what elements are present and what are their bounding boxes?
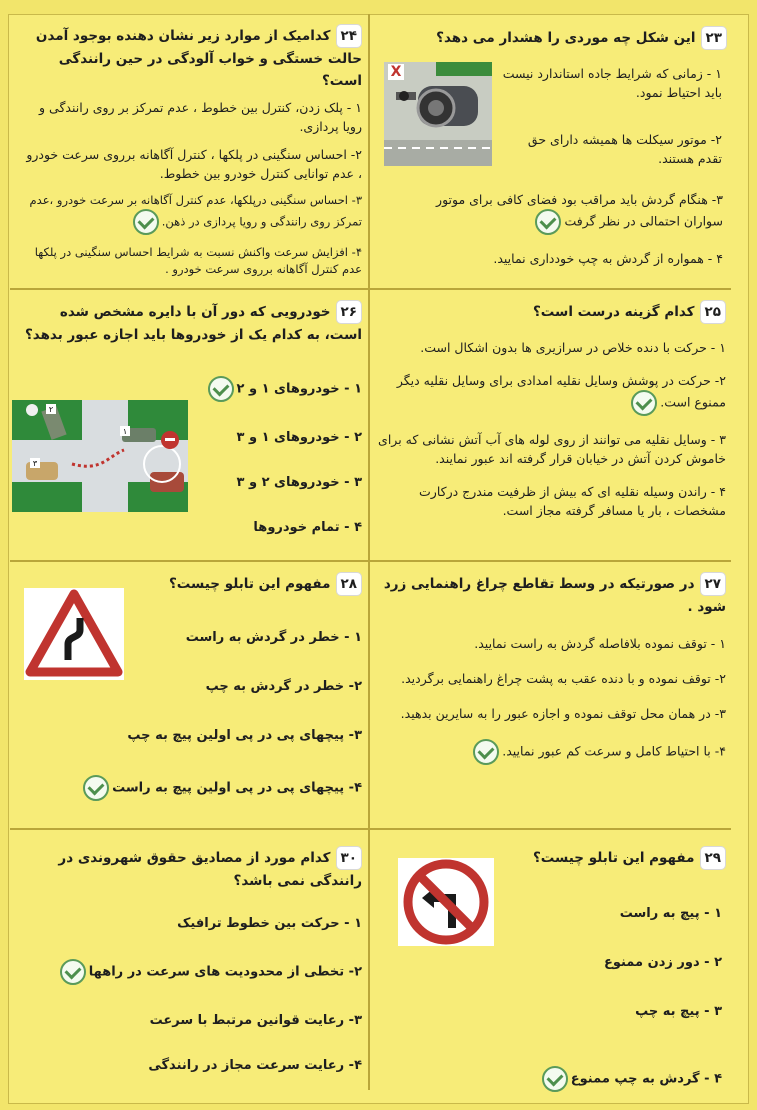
option: ۱ - حرکت بین خطوط ترافیک <box>177 916 362 931</box>
question-25-title: ۲۵کدام گزینه درست است؟ <box>376 300 726 324</box>
option-correct: ۲- حرکت در پوشش وسایل نقلیه امدادی برای وسایل نقلیه دیگر ممنوع است. <box>376 371 726 416</box>
option-correct: ۴- با احتیاط کامل و سرعت کم عبور نمایید. <box>376 739 726 765</box>
option: ۲- موتور سیکلت ها همیشه دارای حق تقدم هستند. <box>527 132 722 166</box>
option: ۳- در همان محل توقف نموده و اجازه عبور را به سایرین بدهید. <box>400 706 726 721</box>
option: ۱ - پیچ به راست <box>619 906 722 921</box>
question-28-options <box>60 628 362 827</box>
question-30-block <box>20 846 362 1075</box>
question-26-options <box>190 376 362 563</box>
option-correct: ۳- احساس سنگینی درپلکها، عدم کنترل آگاهانه بر سرعت خودرو ،عدم تمرکز روی رانندگی و رویا پردازی در ذهن. <box>20 192 362 235</box>
car-label: ۳ <box>32 459 38 468</box>
option: ۱ - زمانی که شرایط جاده استاندارد نیست باید احتیاط نمود. <box>502 66 722 100</box>
question-23-options-top <box>500 64 722 196</box>
option-correct: ۱ - خودروهای ۱ و ۲ <box>190 376 362 402</box>
question-26-block <box>20 300 362 362</box>
question-number: ۲۸ <box>336 572 362 596</box>
car-label: ۲ <box>48 405 54 414</box>
question-23-block <box>375 26 727 56</box>
option: ۴ - راندن وسیله نقلیه ای که بیش از ظرفیت مندرج درکارت مشخصات ، بار یا مسافر گرفته مجاز است. <box>419 484 726 518</box>
option: ۴ - همواره از گردش به چپ خودداری نمایید. <box>493 251 723 266</box>
option: ۴- افزایش سرعت واکنش نسبت به شرایط احساس سنگینی در پلکها عدم کنترل آگاهانه برروی سرعت خودرو . <box>34 245 362 276</box>
option: ۳- پیچهای پی در پی اولین پیچ به چپ <box>127 728 362 743</box>
option: ۳ - پیچ به چپ <box>635 1004 722 1019</box>
column-divider <box>368 14 370 1090</box>
question-number: ۲۵ <box>700 300 726 324</box>
row-divider <box>10 560 731 562</box>
option: ۱ - پلک زدن، کنترل بین خطوط ، عدم تمرکز بر روی رانندگی و رویا پردازی. <box>39 100 362 134</box>
question-23-title: ۲۳این شکل چه موردی را هشدار می دهد؟ <box>375 26 727 50</box>
option-correct: ۴ - گردش به چپ ممنوع <box>500 1066 722 1092</box>
checkmark-icon <box>133 209 159 235</box>
row-divider <box>10 828 731 830</box>
option: ۲- احساس سنگینی در پلکها ، کنترل آگاهانه برروی سرعت خودرو ، عدم توانایی کنترل خودرو بین خطوط. <box>26 147 362 181</box>
question-number: ۲۹ <box>700 846 726 870</box>
checkmark-icon <box>542 1066 568 1092</box>
question-23-options-bottom <box>405 190 723 277</box>
question-27-block <box>376 572 726 774</box>
option: ۲ - خودروهای ۱ و ۳ <box>236 430 362 445</box>
option-correct: ۲- تخطی از محدودیت های سرعت در راهها <box>20 959 362 985</box>
checkmark-icon <box>535 209 561 235</box>
question-27-title: ۲۷در صورتیکه در وسط تقاطع چراغ راهنمایی زرد شود . <box>376 572 726 618</box>
question-number: ۲۶ <box>336 300 362 324</box>
question-25-block <box>376 300 726 529</box>
question-29-options <box>500 904 722 1051</box>
question-number: ۲۴ <box>336 24 362 48</box>
question-24-title: ۲۴کدامیک از موارد زیر نشان دهنده بوجود آمدن حالت خستگی و خواب آلودگی در حین رانندگی است؟ <box>20 24 362 92</box>
option: ۴ - تمام خودروها <box>253 520 362 535</box>
car-label: ۱ <box>122 427 128 436</box>
x-mark-icon: X <box>388 64 404 80</box>
row-divider <box>10 288 731 290</box>
option: ۱ - حرکت با دنده خلاص در سرازیری ها بدون اشکال است. <box>420 340 726 355</box>
checkmark-icon <box>208 376 234 402</box>
option: ۲ - دور زدن ممنوع <box>603 955 722 970</box>
no-left-turn-icon <box>398 858 494 946</box>
question-24-block <box>20 24 362 287</box>
option: ۴- رعایت سرعت مجاز در رانندگی <box>148 1058 362 1073</box>
question-29-title: ۲۹مفهوم این تابلو چیست؟ <box>376 846 726 870</box>
question-29-options-last <box>500 1066 722 1092</box>
question-26-title: ۲۶خودرویی که دور آن با دایره مشخص شده است، به کدام یک از خودروها باید اجازه عبور بدهد؟ <box>20 300 362 346</box>
checkmark-icon <box>83 775 109 801</box>
checkmark-icon <box>631 390 657 416</box>
intersection-diagram <box>12 400 188 512</box>
option: ۳ - خودروهای ۲ و ۳ <box>236 475 362 490</box>
option-correct: ۴- پیچهای پی در پی اولین پیچ به راست <box>60 775 362 801</box>
no-left-turn-sign <box>398 858 494 946</box>
option: ۳ - وسایل نقلیه می توانند از روی لوله های آب آتش نشانی که برای خاموش کردن آتش در خیابان قرار گرفته اند عبور نمایند. <box>378 432 726 466</box>
option-correct: ۳- هنگام گردش باید مراقب بود فضای کافی برای موتور سواران احتمالی در نظر گرفت <box>405 190 723 235</box>
question-28-title: ۲۸مفهوم این تابلو چیست؟ <box>20 572 362 596</box>
option: ۳- رعایت قوانین مرتبط با سرعت <box>149 1013 362 1028</box>
option: ۱ - خطر در گردش به راست <box>185 630 362 645</box>
option: ۱ - توقف نموده بلافاصله گردش به راست نمایید. <box>474 636 726 651</box>
question-number: ۲۷ <box>700 572 726 596</box>
question-30-title: ۳۰کدام مورد از مصادیق حقوق شهروندی در رانندگی نمی باشد؟ <box>20 846 362 892</box>
question-number: ۲۳ <box>701 26 727 50</box>
option: ۲- توقف نموده و با دنده عقب به پشت چراغ راهنمایی برگردید. <box>401 671 726 686</box>
checkmark-icon <box>60 959 86 985</box>
intersection-icon <box>12 400 188 512</box>
question-number: ۳۰ <box>336 846 362 870</box>
option: ۲- خطر در گردش به چپ <box>205 679 362 694</box>
checkmark-icon <box>473 739 499 765</box>
